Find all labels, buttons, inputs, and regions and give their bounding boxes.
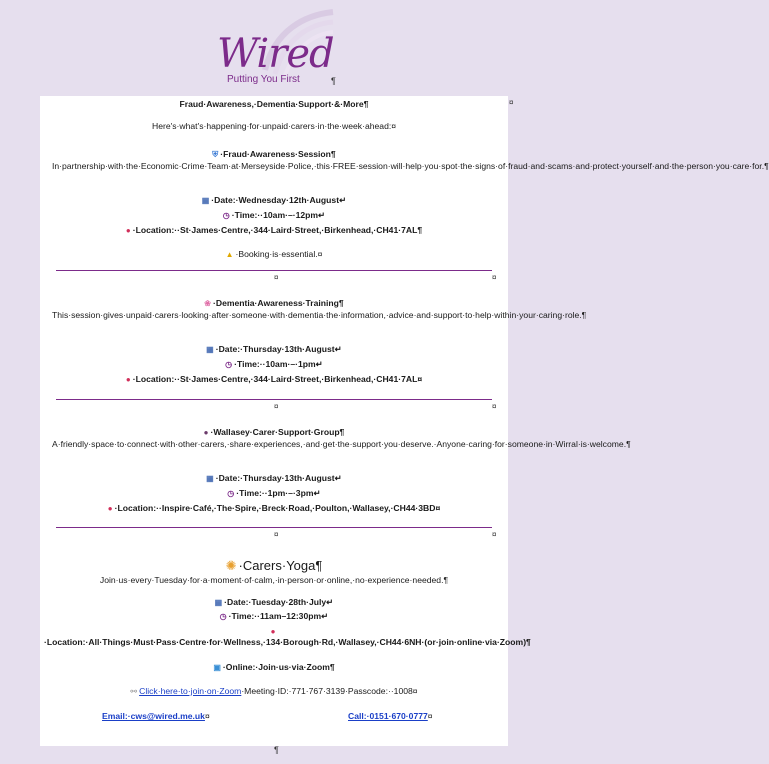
event-location: ● ·Location:··Inspire·Café,·The·Spire,·Breck·Road,·Poulton,·Wallasey,·CH44·3BD¤	[107, 503, 441, 513]
logo-tagline: Putting You First	[227, 74, 300, 85]
logo-wordmark: Wired	[217, 31, 334, 77]
wired-logo	[215, 18, 335, 86]
paragraph-mark: ¶	[331, 76, 336, 86]
event-description: This·session·gives·unpaid·carers·looking·after·someone·with·dementia·the·information,·advice·and·support·to·help·within·your·caring·role.¶	[52, 310, 587, 320]
pin-icon: ●	[270, 627, 276, 636]
event-date: ▦ ·Date:·Thursday·13th·August↵	[206, 473, 342, 483]
warning-icon: ▲	[225, 250, 234, 259]
event-location: ● ·Location:··St·James·Centre,·344·Laird·Street,·Birkenhead,·CH41·7AL¶	[125, 225, 423, 235]
page-title: Fraud·Awareness,·Dementia·Support·&·More¶	[179, 99, 369, 109]
pin-icon: ●	[107, 504, 113, 513]
cell-end-mark: ¤	[274, 273, 279, 282]
event-time: ◷ ·Time:··10am·–·12pm↵	[222, 210, 326, 220]
paragraph-mark: ¶	[274, 745, 279, 755]
zoom-link[interactable]: Click·here·to·join·on·Zoom	[139, 686, 242, 696]
calendar-icon: ▦	[214, 598, 223, 607]
cell-end-mark: ¤	[492, 530, 497, 539]
pin-icon: ●	[125, 226, 131, 235]
cell-end-mark: ¤	[274, 402, 279, 411]
event-time: ◷ ·Time:··10am·–·1pm↵	[225, 359, 323, 369]
cell-end-mark: ¤	[492, 273, 497, 282]
zoom-details: ·Meeting·ID:·771·767·3139·Passcode:··1008¤	[241, 686, 418, 696]
cell-end-mark: ¤	[492, 402, 497, 411]
event-description: A·friendly·space·to·connect·with·other·carers,·share·experiences,·and·get·the·support·you·deserve.·Anyone·caring·for·someone·in·Wirral·is·welcome.¶	[52, 439, 631, 449]
event-date: ▦ ·Date:·Wednesday·12th·August↵	[201, 195, 347, 205]
document-page	[40, 96, 769, 746]
footer-email: Email:·cws@wired.me.uk¤	[102, 711, 210, 721]
calendar-icon: ▦	[206, 474, 214, 483]
event-date: ▦ ·Date:·Tuesday·28th·July↵	[214, 597, 334, 607]
clock-icon: ◷	[227, 489, 235, 498]
section-divider	[56, 527, 492, 528]
cell-end-mark: ¤	[274, 530, 279, 539]
event-description: In·partnership·with·the·Economic·Crime·Team·at·Merseyside·Police,·this·FREE·session·will·help·you·spot·the·signs·of·fraud·and·scams·and·protect·yourself·and·the·person·you·care·for.¶	[52, 161, 769, 171]
clock-icon: ◷	[225, 360, 233, 369]
zoom-line	[40, 686, 508, 697]
calendar-icon: ▦	[201, 196, 210, 205]
event-time: ◷ ·Time:··1pm·–·3pm↵	[227, 488, 321, 498]
event-location: ●·Location:·All·Things·Must·Pass·Centre·for·Wellness,·134·Borough·Rd,·Wallasey,·CH44·6NH·(or·join·online·via·Zoom)¶	[44, 627, 531, 647]
link-icon: ⚯	[130, 687, 138, 696]
event-date: ▦ ·Date:·Thursday·13th·August↵	[206, 344, 342, 354]
event-title: ● ·Wallasey·Carer·Support·Group¶	[203, 427, 345, 437]
clock-icon: ◷	[219, 612, 227, 621]
laptop-icon: ▣	[213, 663, 221, 672]
event-title: ✺ ·Carers·Yoga¶	[225, 558, 323, 573]
intro-text: Here's·what's·happening·for·unpaid·carers·in·the·week·ahead:¤	[151, 121, 397, 131]
cell-end-mark: ¤	[509, 98, 514, 107]
event-time: ◷ ·Time:··11am–12:30pm↵	[219, 611, 329, 621]
event-online: ▣ ·Online:·Join·us·via·Zoom¶	[213, 662, 335, 672]
shield-icon: ⛨	[212, 150, 219, 159]
event-title: ⛨ ·Fraud·Awareness·Session¶	[212, 149, 336, 159]
pin-icon: ●	[125, 375, 131, 384]
calendar-icon: ▦	[206, 345, 214, 354]
event-description: Join·us·every·Tuesday·for·a·moment·of·calm,·in·person·or·online,·no·experience·needed.¶	[99, 575, 449, 585]
section-divider	[56, 270, 492, 271]
event-title: ❀ ·Dementia·Awareness·Training¶	[204, 298, 344, 308]
group-icon: ●	[203, 428, 209, 437]
event-location: ● ·Location:··St·James·Centre,·344·Laird·Street,·Birkenhead,·CH41·7AL¤	[125, 374, 423, 384]
clock-icon: ◷	[222, 211, 230, 220]
yoga-icon: ✺	[225, 558, 237, 573]
email-link[interactable]: Email:·cws@wired.me.uk	[102, 711, 205, 721]
section-divider	[56, 399, 492, 400]
brain-icon: ❀	[204, 299, 211, 308]
phone-link[interactable]: Call:·0151·670·0777	[348, 711, 428, 721]
event-note: ▲ ·Booking·is·essential.¤	[225, 249, 323, 259]
footer-phone: Call:·0151·670·0777¤	[348, 711, 433, 721]
